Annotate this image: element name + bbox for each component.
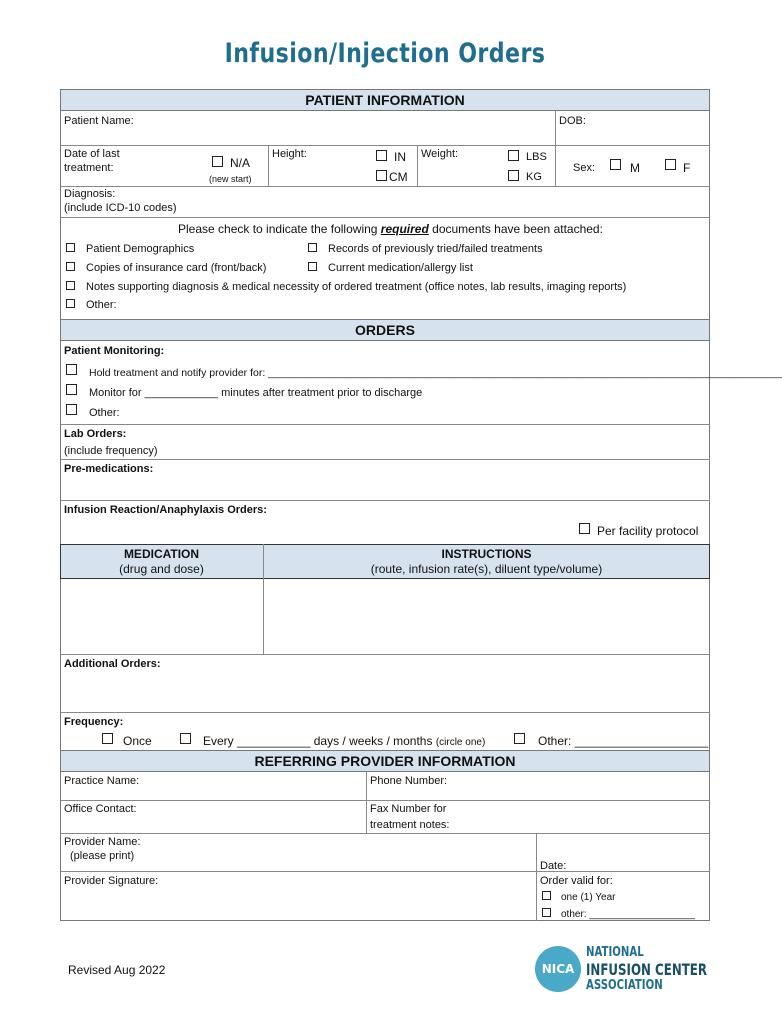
lab-orders-label: Lab Orders:: [64, 428, 127, 440]
office-contact-label: Office Contact:: [64, 803, 137, 815]
records-label: Records of previously tried/failed treatments: [328, 243, 543, 255]
other-frequency-label: Other: ____________________: [538, 734, 709, 748]
demographics-label: Patient Demographics: [86, 243, 195, 255]
in-label: IN: [394, 150, 406, 164]
patient-info-header: PATIENT INFORMATION: [60, 89, 710, 111]
cm-label: CM: [389, 170, 408, 184]
per-facility-checkbox[interactable]: [579, 523, 590, 534]
date-label: Date:: [540, 860, 567, 872]
row-divider: [60, 871, 710, 872]
phone-label: Phone Number:: [370, 775, 448, 787]
sex-m-label: M: [630, 161, 640, 175]
once-label: Once: [123, 734, 152, 748]
provider-name-label: Provider Name:: [64, 836, 141, 848]
provider-signature-label: Provider Signature:: [64, 875, 159, 887]
in-checkbox[interactable]: [376, 150, 387, 161]
weight-label: Weight:: [421, 148, 459, 160]
form-title: Infusion/Injection Orders: [224, 38, 546, 69]
monitor-checkbox[interactable]: [66, 384, 77, 395]
height-label: Height:: [272, 148, 307, 160]
practice-name-label: Practice Name:: [64, 775, 140, 787]
valid-other-checkbox[interactable]: [542, 908, 551, 917]
logo-text-infusion-center: INFUSION CENTER: [586, 960, 708, 979]
date-last-treatment-label-2: treatment:: [64, 162, 114, 174]
dob-label: DOB:: [559, 115, 586, 127]
revised-date: Revised Aug 2022: [68, 963, 166, 977]
insurance-label: Copies of insurance card (front/back): [86, 262, 267, 274]
weight-divider: [417, 145, 418, 186]
valid-other-label: other: ___________________: [561, 909, 696, 920]
hold-label: Hold treatment and notify provider for: ________________________________________________________________________________________: [89, 367, 782, 379]
demographics-checkbox[interactable]: [66, 243, 75, 252]
date-divider: [536, 833, 537, 921]
monitoring-other-checkbox[interactable]: [66, 404, 77, 415]
logo-text-association: ASSOCIATION: [586, 978, 663, 993]
documents-prompt: Please check to indicate the following required documents have been attached:: [178, 222, 603, 236]
every-label: Every ___________ days / weeks / months (circle one): [203, 734, 486, 748]
once-checkbox[interactable]: [102, 733, 113, 744]
monitoring-other-label: Other:: [89, 407, 120, 419]
medication-column-header: MEDICATION: [123, 547, 200, 561]
sex-f-label: F: [683, 161, 691, 175]
row-divider: [60, 833, 710, 834]
phone-divider: [366, 772, 367, 833]
row-divider: [60, 654, 710, 655]
other-frequency-checkbox[interactable]: [514, 733, 525, 744]
one-year-label: one (1) Year: [561, 892, 616, 903]
date-last-treatment-label-1: Date of last: [64, 148, 120, 160]
orders-header: ORDERS: [60, 319, 710, 341]
na-checkbox[interactable]: [212, 156, 223, 167]
lbs-label: LBS: [526, 151, 547, 163]
kg-checkbox[interactable]: [508, 170, 519, 181]
medication-list-checkbox[interactable]: [308, 262, 317, 271]
kg-label: KG: [526, 171, 542, 183]
monitor-label: Monitor for ____________ minutes after treatment prior to discharge: [89, 387, 423, 399]
additional-orders-label: Additional Orders:: [64, 658, 161, 670]
documents-other-checkbox[interactable]: [66, 299, 75, 308]
sex-f-checkbox[interactable]: [665, 159, 676, 170]
hold-checkbox[interactable]: [66, 364, 77, 375]
fax-label-1: Fax Number for: [370, 803, 447, 815]
sex-m-checkbox[interactable]: [610, 159, 621, 170]
please-print-label: (please print): [70, 850, 135, 862]
nica-logo-mark-text: NICA: [541, 962, 575, 976]
row-divider: [60, 500, 710, 501]
notes-label: Notes supporting diagnosis & medical necessity of ordered treatment (office notes, lab results, imaging reports): [86, 281, 627, 293]
logo-text-national: NATIONAL: [586, 945, 644, 960]
instructions-column-sub: (route, infusion rate(s), diluent type/volume): [370, 562, 603, 576]
provider-header: REFERRING PROVIDER INFORMATION: [60, 750, 710, 772]
fax-label-2: treatment notes:: [370, 819, 450, 831]
instructions-input[interactable]: [264, 579, 709, 654]
new-start-label: (new start): [209, 174, 252, 184]
row-divider: [60, 800, 710, 801]
dob-divider: [555, 111, 556, 145]
row-divider: [60, 712, 710, 713]
row-divider: [60, 424, 710, 425]
instructions-column-header: INSTRUCTIONS: [441, 547, 532, 561]
documents-other-label: Other:: [86, 299, 117, 311]
patient-monitoring-label: Patient Monitoring:: [64, 345, 165, 357]
premedications-label: Pre-medications:: [64, 463, 154, 475]
order-valid-label: Order valid for:: [540, 875, 613, 887]
insurance-checkbox[interactable]: [66, 262, 75, 271]
medication-column-sub: (drug and dose): [119, 562, 204, 576]
row-divider: [60, 186, 710, 187]
row-divider: [60, 217, 710, 218]
sex-divider: [555, 145, 556, 186]
diagnosis-sub-label: (include ICD-10 codes): [64, 202, 177, 214]
medication-input[interactable]: [61, 579, 263, 654]
sex-label: Sex:: [573, 162, 596, 174]
medication-list-label: Current medication/allergy list: [328, 262, 473, 274]
lab-frequency-label: (include frequency): [64, 445, 158, 457]
row-divider: [60, 145, 710, 146]
height-divider: [268, 145, 269, 186]
lbs-checkbox[interactable]: [508, 150, 519, 161]
reaction-orders-label: Infusion Reaction/Anaphylaxis Orders:: [64, 504, 267, 516]
frequency-label: Frequency:: [64, 716, 124, 728]
records-checkbox[interactable]: [308, 243, 317, 252]
one-year-checkbox[interactable]: [542, 891, 551, 900]
every-checkbox[interactable]: [180, 733, 191, 744]
diagnosis-label: Diagnosis:: [64, 188, 116, 200]
na-label: N/A: [230, 156, 251, 170]
row-divider: [60, 459, 710, 460]
per-facility-label: Per facility protocol: [597, 524, 699, 538]
cm-checkbox[interactable]: [376, 170, 387, 181]
patient-name-label: Patient Name:: [64, 115, 134, 127]
notes-checkbox[interactable]: [66, 281, 75, 290]
